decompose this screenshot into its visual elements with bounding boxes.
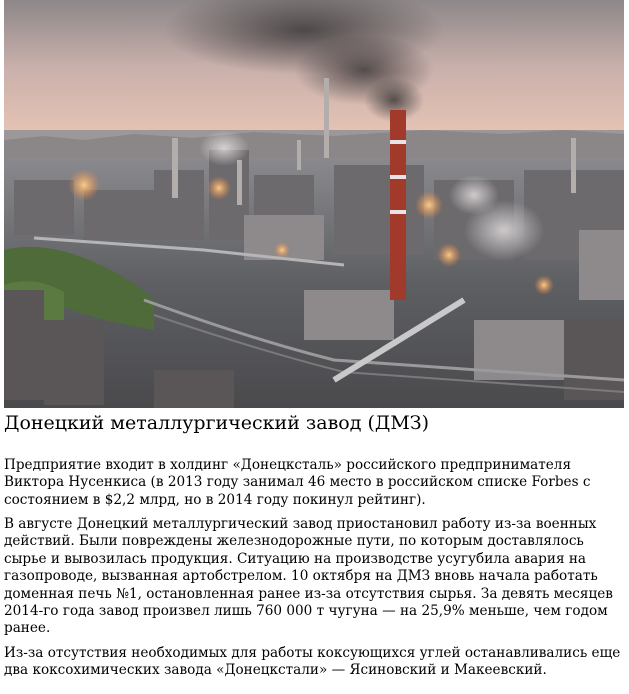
article-paragraph-2: В августе Донецкий металлургический завод приостановил работу из-за военных действий. Были повреждены железнодорожные пути, по которым доставлялось сырье и вывозилась продукция. Ситуацию на производстве усугубила авария на газопроводе, вызванная артобстрелом. 10 октября на ДМЗ вновь начала работать доменная печь №1, остановленная ранее из-за отсутствия сырья. За девять месяцев 2014-го года завод произвел лишь 760 000 т чугуна — на 25,9% меньше, чем годом ранее. [4,516,613,637]
article-title: Донецкий металлургический завод (ДМЗ) [4,412,430,434]
article-paragraph-1: Предприятие входит в холдинг «Донецксталь» российского предпринимателя Виктора Нусенкиса (в 2013 году занимал 46 место в российском списке Forbes с состоянием в $2,2 млрд, но в 2014 году покинул рейтинг). [4,457,591,508]
metallurgical-plant-photo [4,0,624,408]
article-paragraph-3: Из-за отсутствия необходимых для работы коксующихся углей останавливались еще два коксохимических завода «Донецкстали» — Ясиновский и Макеевский. [4,645,621,679]
